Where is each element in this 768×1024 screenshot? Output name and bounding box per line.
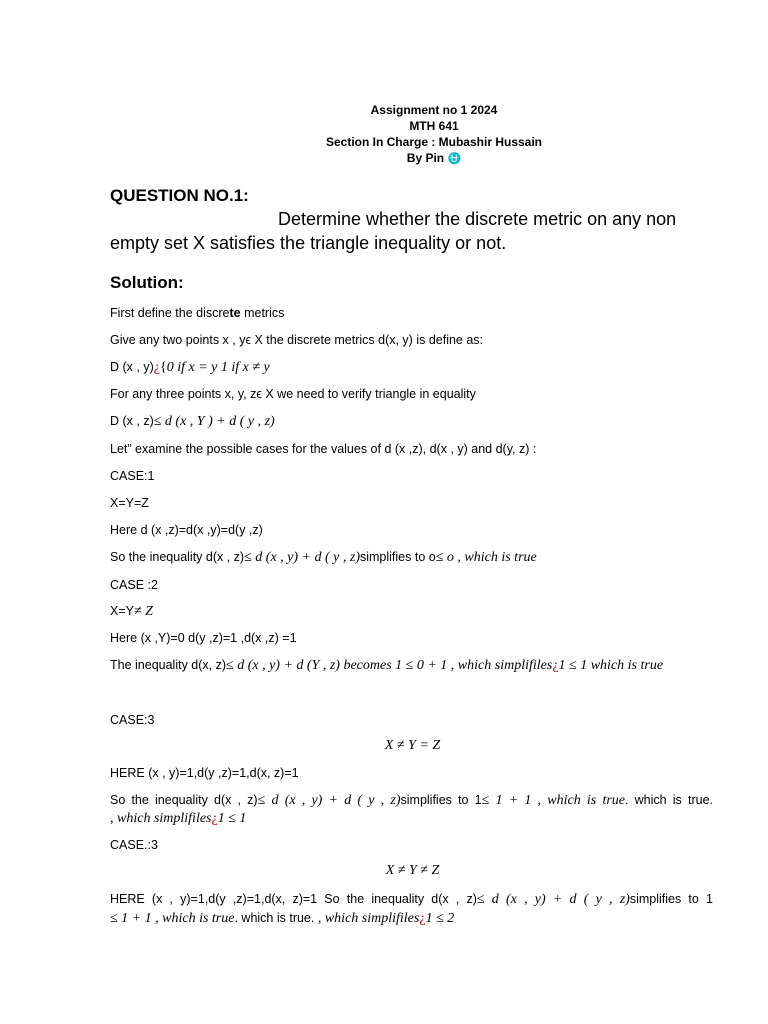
case1-equation: X=Y=Z [110, 496, 149, 510]
math-expression: ≠ Z [133, 604, 153, 619]
text-run: simplifies to 1 [629, 892, 713, 906]
text-run: X=Y [110, 604, 134, 618]
section-in-charge: Section In Charge : Mubashir Hussain [325, 135, 543, 149]
case2-heading: CASE :2 [110, 578, 158, 592]
case1-heading: CASE:1 [110, 469, 155, 483]
case1-inequality [110, 549, 716, 566]
math-expression: ≤ d (x , Y ) + d ( y , z) [153, 414, 275, 429]
text-run: So the inequality d(x , z) [110, 793, 258, 807]
broken-glyph: ¿ [153, 360, 160, 375]
broken-glyph: ¿ [552, 658, 559, 673]
case2-inequality [110, 657, 716, 674]
text-run: D (x , y) [110, 360, 154, 374]
text-run: . which is true. [625, 793, 713, 807]
solution-line-definition-formula [110, 359, 716, 376]
case3-here: HERE (x , y)=1,d(y ,z)=1,d(x, z)=1 [110, 766, 299, 780]
solution-title: Solution: [110, 273, 184, 292]
math-expression: ≤ d (x , y) + d ( y , z) [257, 793, 401, 808]
math-expression: ≤ d (x , y) + d (Y , z) becomes 1 ≤ 0 + 1 , which simplifiles [226, 658, 553, 673]
course-code: MTH 641 [409, 119, 459, 133]
text-run: simplifies to 1 [400, 793, 482, 807]
math-expression: 1 ≤ 1 [217, 811, 247, 826]
broken-glyph: ¿ [419, 911, 426, 926]
math-expression: , which simplifiles [317, 911, 420, 926]
assignment-title: Assignment no 1 2024 [370, 103, 498, 117]
math-expression: ≤ 1 + 1 , which is true [481, 793, 625, 808]
math-expression: ≤ o , which is true [435, 550, 537, 565]
math-expression: ≤ d (x , y) + d ( y , z) [476, 892, 630, 907]
text-run: The inequality d(x, z) [110, 658, 227, 672]
solution-line-three-points: For any three points x, y, zϵ X we need to verify triangle in equality [110, 387, 476, 401]
text-run: metrics [240, 306, 285, 320]
math-expression: 0 if x = y 1 if x ≠ y [166, 360, 270, 375]
case1-here: Here d (x ,z)=d(x ,y)=d(y ,z) [110, 523, 263, 537]
solution-line-examine-cases: Let” examine the possible cases for the values of d (x ,z), d(x , y) and d(y, z) : [110, 442, 537, 456]
author-glyph: ⛎ [447, 152, 462, 165]
case3-equation: X ≠ Y = Z [384, 738, 441, 753]
question-text-line2: empty set X satisfies the triangle inequality or not. [110, 233, 507, 253]
case4-heading: CASE.:3 [110, 838, 158, 852]
text-run: HERE (x , y)=1,d(y ,z)=1,d(x, z)=1 So the inequality d(x , z) [110, 892, 477, 906]
text-run: So the inequality d(x , z) [110, 550, 245, 564]
question-title: QUESTION NO.1: [110, 186, 249, 205]
case4-simplifies [110, 909, 713, 928]
author-line [0, 150, 768, 167]
text-run: . which is true. [234, 911, 318, 925]
text-run: D (x , z) [110, 414, 154, 428]
math-expression: 1 ≤ 2 [425, 911, 455, 926]
case2-here: Here (x ,Y)=0 d(y ,z)=1 ,d(x ,z) =1 [110, 631, 297, 645]
solution-line-points: Give any two points x , yϵ X the discrete metrics d(x, y) is define as: [110, 333, 484, 347]
case3-simplifies [110, 810, 716, 827]
math-expression: 1 ≤ 1 which is true [558, 658, 664, 673]
case3-inequality [110, 791, 713, 810]
case4-inequality [110, 890, 713, 909]
case2-equation [110, 603, 716, 620]
text-run-bold: te [229, 306, 241, 320]
solution-line-define [110, 305, 716, 321]
case3-heading: CASE:3 [110, 713, 155, 727]
solution-line-triangle-inequality [110, 413, 716, 430]
question-text-line1: Determine whether the discrete metric on any non [278, 209, 677, 229]
case4-equation: X ≠ Y ≠ Z [385, 863, 440, 878]
brace-glyph: { [159, 360, 167, 375]
text-run: First define the discre [110, 306, 230, 320]
math-expression: , which simplifiles [110, 811, 212, 826]
text-run: simplifies to o [359, 550, 436, 564]
broken-glyph: ¿ [211, 811, 218, 826]
author-label: By Pin [406, 151, 445, 165]
math-expression: ≤ d (x , y) + d ( y , z) [244, 550, 360, 565]
math-expression: ≤ 1 + 1 , which is true [110, 911, 235, 926]
